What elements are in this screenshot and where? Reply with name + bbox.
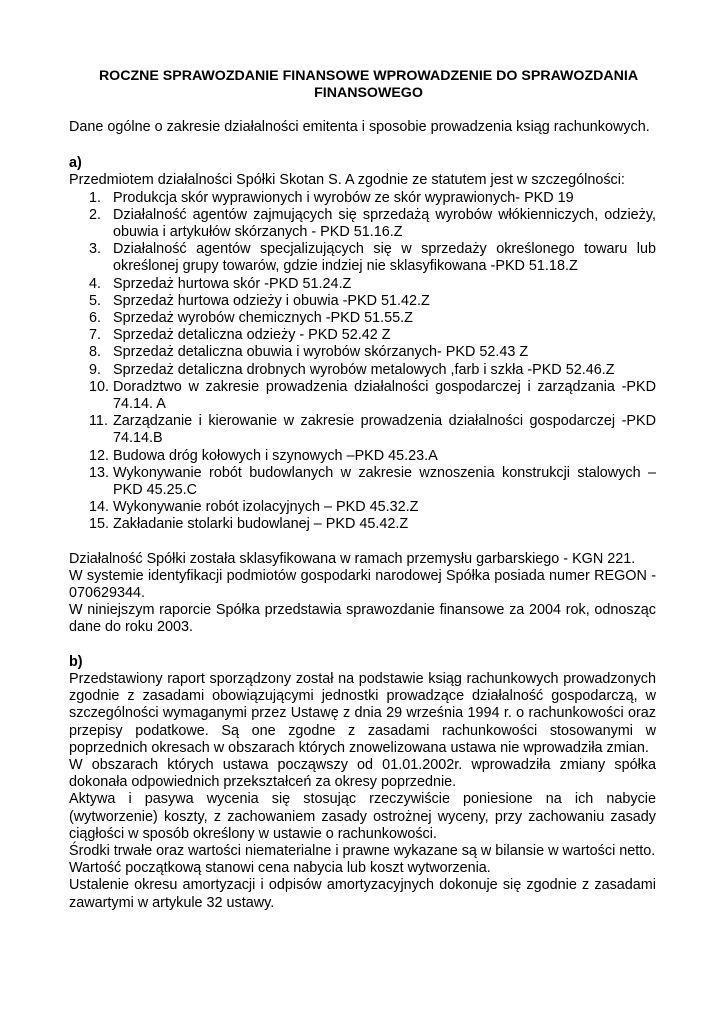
list-item-text: Sprzedaż detaliczna obuwia i wyrobów skórzanych- PKD 52.43 Z bbox=[113, 344, 529, 361]
list-item-text: Działalność agentów zajmujących się sprzedażą wyrobów włókienniczych, odzieży, obuwia i artykułów skórzanych - PKD 51.16.Z bbox=[113, 206, 656, 241]
section-b-paragraph: Przedstawiony raport sporządzony został na podstawie ksiąg rachunkowych prowadzonych zgodnie z zasadami obowiązującymi jednostki prowadzące działalność gospodarczą, w szczególności wymaganymi przez Ustawę z dnia 29 września 1994 r. o rachunkowości oraz przepisy podatkowe. Są one zgodne z zasadami rachunkowości stosowanymi w poprzednich okresach w obszarach których znowelizowana ustawa nie wprowadziła zmian. bbox=[69, 670, 656, 756]
section-b-paragraph: Aktywa i pasywa wycenia się stosując rzeczywiście poniesione na ich nabycie (wytworzenie) koszty, z zachowaniem zasady ostrożnej wyceny, przy zachowaniu zasady ciągłości w sposób określony w ustawie o rachunkowości. bbox=[69, 791, 656, 842]
list-item bbox=[69, 499, 656, 516]
list-item-number: 8. bbox=[89, 344, 102, 361]
list-item-text: Działalność agentów specjalizujących się w sprzedaży określonego towaru lub określonej grupy towarów, gdzie indziej nie sklasyfikowana -PKD 51.18.Z bbox=[113, 241, 656, 275]
document-title: ROCZNE SPRAWOZDANIE FINANSOWE WPROWADZENIE DO SPRAWOZDANIA FINANSOWEGO bbox=[98, 68, 639, 101]
list-item-number: 14. bbox=[89, 499, 110, 516]
list-item-text: Budowa dróg kołowych i szynowych –PKD 45.23.A bbox=[113, 447, 438, 464]
list-item bbox=[69, 327, 656, 344]
list-item-number: 5. bbox=[89, 292, 102, 309]
list-item bbox=[69, 448, 656, 465]
list-item-number: 6. bbox=[89, 310, 102, 327]
list-item-number: 10. bbox=[89, 378, 110, 395]
regon-paragraph: W systemie identyfikacji podmiotów gospodarki narodowej Spółka posiada numer REGON - 070629344. bbox=[69, 567, 656, 602]
list-item-text: Produkcja skór wyprawionych i wyrobów ze skór wyprawionych- PKD 19 bbox=[113, 189, 574, 206]
section-b-label: b) bbox=[69, 653, 83, 670]
list-item-text: Zakładanie stolarki budowlanej – PKD 45.42.Z bbox=[113, 516, 409, 533]
list-item bbox=[69, 241, 656, 275]
spacer bbox=[69, 637, 656, 654]
list-item bbox=[69, 276, 656, 293]
list-item-number: 9. bbox=[89, 361, 102, 378]
section-b-paragraph: Ustalenie okresu amortyzacji i odpisów amortyzacyjnych dokonuje się zgodnie z zasadami zawartymi w artykule 32 ustawy. bbox=[69, 877, 656, 911]
activity-list bbox=[69, 190, 656, 534]
section-b-paragraph: Wartość początkową stanowi cena nabycia lub koszt wytworzenia. bbox=[69, 860, 491, 877]
list-item bbox=[69, 413, 656, 447]
list-item-text: Wykonywanie robót budowlanych w zakresie wznoszenia konstrukcji stalowych – PKD 45.25.C bbox=[113, 464, 656, 499]
intro-paragraph: Dane ogólne o zakresie działalności emitenta i sposobie prowadzenia ksiąg rachunkowych. bbox=[69, 119, 650, 135]
list-item-text: Sprzedaż detaliczna odzieży - PKD 52.42 Z bbox=[113, 327, 391, 344]
list-item-text: Zarządzanie i kierowanie w zakresie prowadzenia działalności gospodarczej -PKD 74.14.B bbox=[113, 413, 656, 447]
section-b-paragraph: W obszarach których ustawa począwszy od 01.01.2002r. wprowadziła zmiany spółka dokonała odpowiednich przekształceń za okresy poprzednie. bbox=[69, 756, 656, 791]
list-item-text: Sprzedaż detaliczna drobnych wyrobów metalowych ,farb i szkła -PKD 52.46.Z bbox=[113, 361, 615, 378]
list-item bbox=[69, 379, 656, 413]
spacer bbox=[69, 534, 656, 551]
list-item-text: Sprzedaż hurtowa skór -PKD 51.24.Z bbox=[113, 275, 352, 292]
section-a-lead: Przedmiotem działalności Spółki Skotan S. A zgodnie ze statutem jest w szczególności: bbox=[69, 172, 625, 189]
list-item bbox=[69, 293, 656, 310]
list-item bbox=[69, 465, 656, 499]
list-item bbox=[69, 310, 656, 327]
list-item-number: 11. bbox=[89, 413, 108, 430]
list-item-number: 12. bbox=[89, 447, 110, 464]
list-item-number: 2. bbox=[89, 206, 102, 223]
list-item-number: 1. bbox=[89, 189, 102, 206]
list-item-number: 15. bbox=[89, 516, 110, 533]
section-a bbox=[69, 155, 656, 636]
list-item bbox=[69, 190, 656, 207]
list-item bbox=[69, 344, 656, 361]
document-page bbox=[69, 68, 656, 912]
classification-paragraph: Działalność Spółki została sklasyfikowana w ramach przemysłu garbarskiego - KGN 221. bbox=[69, 550, 636, 567]
list-item bbox=[69, 516, 656, 533]
list-item-number: 7. bbox=[89, 327, 102, 344]
list-item bbox=[69, 207, 656, 241]
section-b bbox=[69, 654, 656, 912]
report-scope-paragraph: W niniejszym raporcie Spółka przedstawia sprawozdanie finansowe za 2004 rok, odnosząc dane do roku 2003. bbox=[69, 602, 656, 636]
list-item-text: Doradztwo w zakresie prowadzenia działalności gospodarczej i zarządzania -PKD 74.14. A bbox=[113, 378, 656, 413]
section-a-label: a) bbox=[69, 155, 82, 172]
list-item-text: Wykonywanie robót izolacyjnych – PKD 45.32.Z bbox=[113, 499, 419, 516]
list-item-text: Sprzedaż hurtowa odzieży i obuwia -PKD 51.42.Z bbox=[113, 292, 430, 309]
list-item-number: 3. bbox=[89, 241, 102, 258]
list-item-number: 4. bbox=[89, 275, 102, 292]
list-item-text: Sprzedaż wyrobów chemicznych -PKD 51.55.Z bbox=[113, 310, 413, 327]
list-item bbox=[69, 362, 656, 379]
list-item-number: 13. bbox=[89, 464, 110, 481]
section-b-paragraph: Środki trwałe oraz wartości niematerialne i prawne wykazane są w bilansie w wartości netto. bbox=[69, 842, 656, 859]
